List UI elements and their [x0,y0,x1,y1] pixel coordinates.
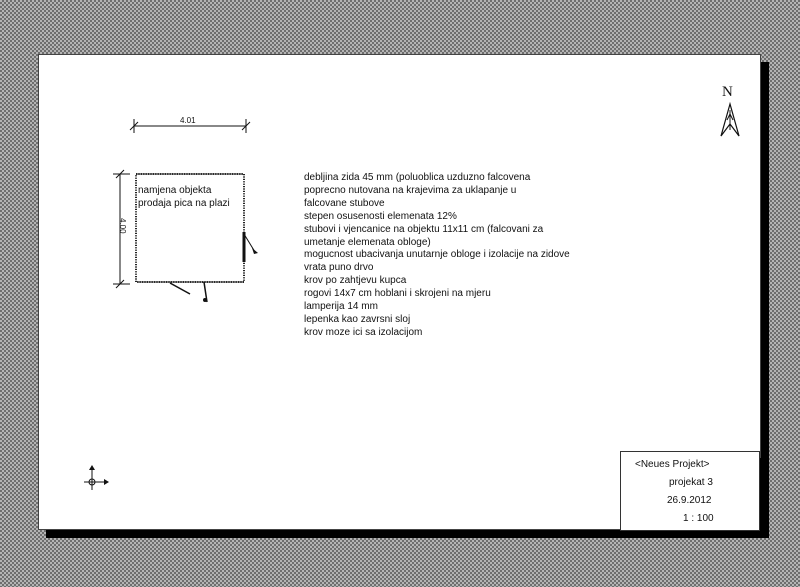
origin-crosshair-icon [84,465,109,490]
room-label-purpose: namjena objekta [138,185,212,196]
spec-line: stubovi i vjencanice na objektu 11x11 cm (falcovani za [304,223,544,235]
title-scale: 1 : 100 [683,513,714,524]
spec-line: debljina zida 45 mm (poluoblica uzduzno falcovena [304,172,531,183]
spec-line: krov moze ici sa izolacijom [304,326,423,338]
title-block [620,451,760,531]
spec-line: rogovi 14x7 cm hoblani i skrojeni na mjeru [304,288,491,300]
spec-line: lamperija 14 mm [304,301,378,313]
spec-list [304,172,570,340]
room-label-use: prodaja pica na plazi [138,198,230,209]
spec-line: krov po zahtjevu kupca [304,275,407,287]
spec-line: stepen osusenosti elemenata 12% [304,210,457,222]
north-arrow-label: N [722,84,733,100]
width-dimension-label: 4.01 [180,116,196,125]
spec-line: mogucnost ubacivanja unutarnje obloge i izolacije na zidove [304,249,570,261]
spec-line: falcovane stubove [304,197,385,209]
door-symbol [170,283,190,294]
spec-line: vrata puno drvo [304,262,374,274]
title-date: 26.9.2012 [667,495,712,506]
title-project-name: projekat 3 [669,477,713,488]
spec-line: umetanje elemenata obloge) [304,236,431,248]
spec-line: poprecno nutovana na krajevima za uklapanje u [304,184,517,196]
title-project-placeholder: <Neues Projekt> [635,459,710,470]
spec-line: lepenka kao zavrsni sloj [304,313,411,325]
height-dimension-label: 4.00 [118,218,127,234]
